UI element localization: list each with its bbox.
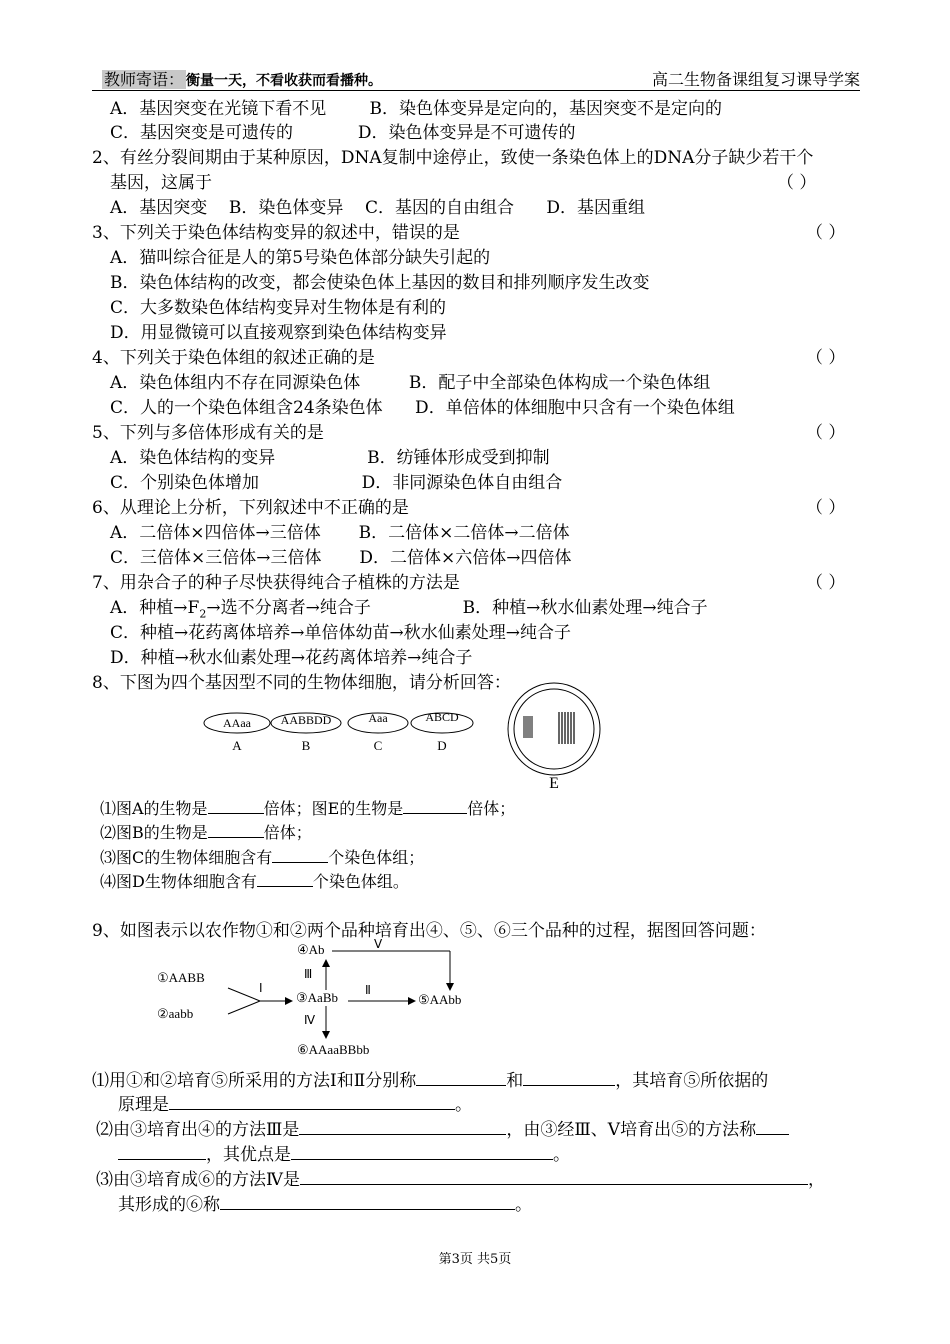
cross-line-bottom — [228, 1001, 260, 1014]
q9-sub1-b: 和 — [506, 1071, 524, 1091]
q9-sub2-cont — [118, 1143, 570, 1167]
q5-stem: 5、下列与多倍体形成有关的是 — [92, 423, 324, 443]
q7-option-a-rest: →选不分离者→纯合子 B．种植→秋水仙素处理→纯合子 — [206, 598, 708, 618]
q8-sub4-b: 个染色体组。 — [312, 872, 409, 891]
q9-stem: 9、如图表示以农作物①和②两个品种培育出④、⑤、⑥三个品种的过程，据图回答问题： — [92, 921, 766, 941]
variety-5: ⑤AAbb — [418, 992, 462, 1007]
q9-sub3-b: ， — [807, 1170, 825, 1190]
cell-a-genes: AAaa — [223, 716, 251, 730]
header-right: 高二生物备课组复习课导学案 — [651, 70, 860, 89]
variety-4: ④Ab — [297, 942, 325, 957]
cell-a-label: A — [232, 738, 242, 753]
q3-option-c: C．大多数染色体结构变异对生物体是有利的 — [110, 298, 447, 318]
method-5-label: Ⅴ — [374, 937, 383, 951]
q8-sub2-a: ⑵图B的生物是 — [100, 823, 208, 842]
q9-blank-7[interactable] — [300, 1168, 808, 1185]
q8-sub3-a: ⑶图C的生物体细胞含有 — [100, 848, 273, 867]
parent-1: ①AABB — [157, 970, 205, 985]
q9-sub2-a: ⑵由③培育出④的方法Ⅲ是 — [96, 1120, 300, 1140]
q6-answer-bracket[interactable]: （ ） — [806, 498, 846, 518]
q9-blank-3[interactable] — [169, 1093, 455, 1110]
cell-b-label: B — [301, 738, 311, 753]
q8-sub1-a: ⑴图A的生物是 — [100, 799, 208, 818]
q9-sub3-d: 。 — [515, 1195, 532, 1215]
method-3-label: Ⅲ — [304, 967, 313, 981]
method-1-label: Ⅰ — [259, 981, 263, 995]
q9-blank-5[interactable] — [756, 1118, 789, 1135]
q9-sub1 — [92, 1069, 768, 1093]
hybrid-3: ③AaBb — [296, 990, 338, 1005]
q9-sub2-d: 。 — [553, 1145, 570, 1165]
q4-answer-bracket[interactable]: （ ） — [806, 348, 846, 368]
variety-6: ⑥AAaaBBbb — [297, 1042, 370, 1057]
q9-sub3 — [96, 1168, 825, 1192]
q9-blank-2[interactable] — [523, 1069, 615, 1086]
cell-c-genes: Aaa — [368, 711, 388, 725]
cell-b-genes: AABBDD — [280, 713, 332, 727]
cross-line-top — [228, 988, 260, 1001]
q3-option-b: B．染色体结构的改变，都会使染色体上基因的数目和排列顺序发生改变 — [110, 273, 650, 293]
q9-sub1-d: 原理是 — [118, 1095, 169, 1115]
q1-options-ab: A．基因突变在光镜下看不见 B．染色体变异是定向的，基因突变不是定向的 — [110, 99, 722, 119]
cell-d-genes: ABCD — [425, 710, 459, 724]
q8-sub1-b: 倍体；图E的生物是 — [263, 799, 404, 818]
q2-options: A．基因突变 B．染色体变异 C．基因的自由组合 D．基因重组 — [110, 198, 646, 218]
q8-sub2-b: 倍体； — [263, 823, 312, 842]
q8-sub4-a: ⑷图D生物体细胞含有 — [100, 872, 257, 891]
header-motto: 衡量一天，不看收获而看播种。 — [186, 73, 383, 89]
q9-sub1-cont — [118, 1093, 472, 1117]
f2-subscript: 2 — [199, 607, 207, 621]
q9-blank-1[interactable] — [416, 1069, 506, 1086]
q6-options-ab: A．二倍体×四倍体→三倍体 B．二倍体×二倍体→二倍体 — [110, 523, 570, 543]
q7-option-d: D．种植→秋水仙素处理→花药离体培养→纯合子 — [110, 648, 473, 668]
q4-stem: 4、下列关于染色体组的叙述正确的是 — [92, 348, 375, 368]
q9-blank-5b[interactable] — [118, 1143, 206, 1160]
q9-sub3-cont — [118, 1193, 532, 1217]
q3-option-a: A．猫叫综合征是人的第5号染色体部分缺失引起的 — [110, 248, 491, 268]
cell-d-label: D — [437, 738, 447, 753]
q3-answer-bracket[interactable]: （ ） — [806, 223, 846, 243]
method-4-label: Ⅳ — [304, 1013, 316, 1027]
header-tag: 教师寄语： — [104, 70, 185, 89]
q9-blank-6[interactable] — [291, 1143, 553, 1160]
q7-option-c: C．种植→花药离体培养→单倍体幼苗→秋水仙素处理→纯合子 — [110, 623, 571, 643]
q6-stem: 6、从理论上分析，下列叙述中不正确的是 — [92, 498, 409, 518]
q2-stem: 2、有丝分裂间期由于某种原因，DNA复制中途停止，致使一条染色体上的DNA分子缺少若干个 — [92, 148, 814, 168]
q4-options-ab: A．染色体组内不存在同源染色体 B．配子中全部染色体构成一个染色体组 — [110, 373, 711, 393]
q8-stem: 8、下图为四个基因型不同的生物体细胞，请分析回答： — [92, 673, 511, 693]
q3-stem: 3、下列关于染色体结构变异的叙述中，错误的是 — [92, 223, 460, 243]
method-2-label: Ⅱ — [365, 983, 371, 997]
parent-2: ②aabb — [157, 1006, 194, 1021]
q7-option-a-start: A．种植→F — [110, 598, 200, 618]
q9-sub2-c: ，其优点是 — [206, 1145, 291, 1165]
cell-e-label: E — [549, 775, 559, 792]
q9-sub1-a: ⑴用①和②培育⑤所采用的方法Ⅰ和Ⅱ分别称 — [92, 1071, 417, 1091]
cell-c-label: C — [373, 738, 383, 753]
q5-answer-bracket[interactable]: （ ） — [806, 423, 846, 443]
q8-sub1-c: 倍体； — [467, 799, 516, 818]
q9-sub2-b: ，由③经Ⅲ、Ⅴ培育出⑤的方法称 — [506, 1120, 757, 1140]
q5-options-ab: A．染色体结构的变异 B．纺锤体形成受到抑制 — [110, 448, 550, 468]
q9-sub2 — [96, 1118, 789, 1142]
page-footer: 第3页 共5页 — [438, 1252, 512, 1267]
q1-options-cd: C．基因突变是可遗传的 D．染色体变异是不可遗传的 — [110, 123, 576, 143]
q9-sub3-c: 其形成的⑥称 — [118, 1195, 220, 1215]
q9-blank-4[interactable] — [299, 1118, 506, 1135]
q9-sub3-a: ⑶由③培育成⑥的方法Ⅳ是 — [96, 1170, 300, 1190]
q7-stem: 7、用杂合子的种子尽快获得纯合子植株的方法是 — [92, 573, 460, 593]
q7-answer-bracket[interactable]: （ ） — [806, 573, 846, 593]
q9-sub1-c: ，其培育⑤所依据的 — [615, 1071, 769, 1091]
q9-blank-8[interactable] — [220, 1193, 515, 1210]
q6-options-cd: C．三倍体×三倍体→三倍体 D．二倍体×六倍体→四倍体 — [110, 548, 572, 568]
q2-stem-cont: 基因，这属于 — [110, 173, 212, 193]
q8-sub3-b: 个染色体组； — [328, 848, 425, 867]
q9-sub1-e: 。 — [455, 1095, 472, 1115]
q2-answer-bracket[interactable]: （ ） — [777, 173, 817, 193]
q4-options-cd: C．人的一个染色体组含24条染色体 D．单倍体的体细胞中只含有一个染色体组 — [110, 398, 735, 418]
q5-options-cd: C．个别染色体增加 D．非同源染色体自由组合 — [110, 473, 563, 493]
q3-option-d: D．用显微镜可以直接观察到染色体结构变异 — [110, 323, 447, 343]
